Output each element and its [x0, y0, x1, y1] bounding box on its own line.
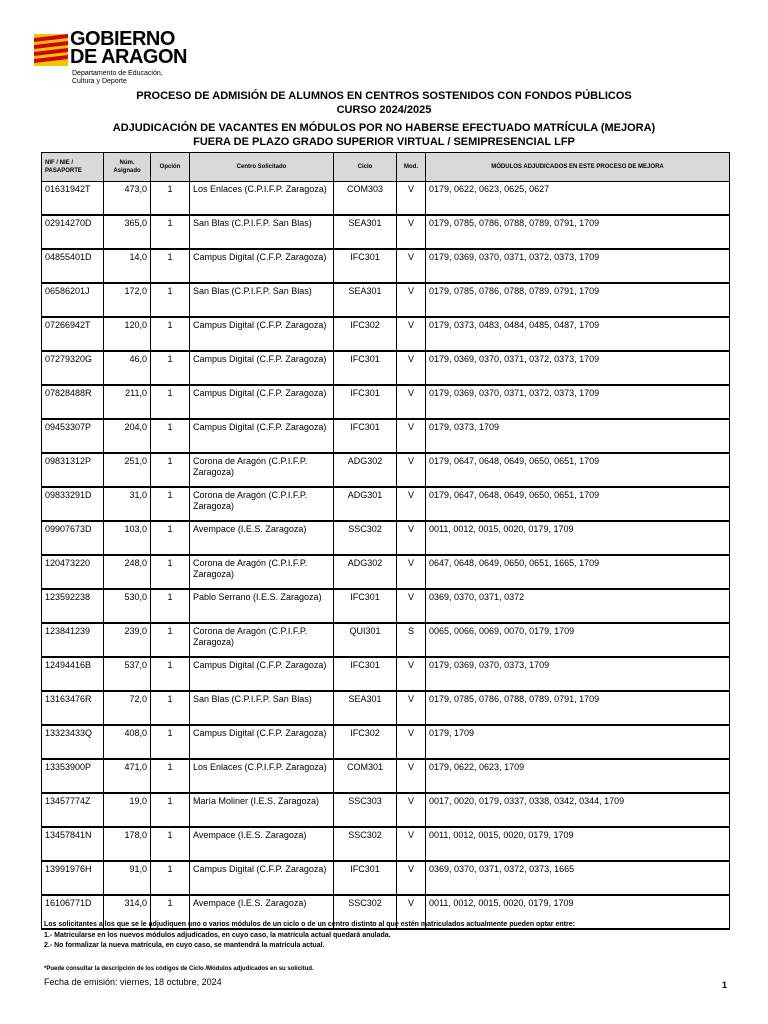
cell-mod: V: [397, 182, 426, 216]
cell-modulos: 0647, 0648, 0649, 0650, 0651, 1665, 1709: [426, 555, 730, 589]
table-row: [42, 182, 730, 216]
header-centro: Centro Solicitado: [190, 153, 334, 182]
header-nif: NIF / NIE / PASAPORTE: [42, 153, 104, 182]
cell-mod: V: [397, 453, 426, 487]
cell-mod: V: [397, 385, 426, 419]
cell-opcion: 1: [151, 419, 190, 453]
cell-modulos: 0011, 0012, 0015, 0020, 0179, 1709: [426, 895, 730, 929]
cell-modulos: 0065, 0066, 0069, 0070, 0179, 1709: [426, 623, 730, 657]
table-row: [42, 589, 730, 623]
logo-title-line2: DE ARAGON: [70, 46, 187, 68]
cell-ciclo: IFC301: [334, 385, 397, 419]
cell-modulos: 0179, 0647, 0648, 0649, 0650, 0651, 1709: [426, 487, 730, 521]
cell-opcion: 1: [151, 657, 190, 691]
cell-ciclo: SSC302: [334, 895, 397, 929]
table-row: [42, 827, 730, 861]
cell-nif: 06586201J: [42, 283, 104, 317]
cell-opcion: 1: [151, 283, 190, 317]
cell-centro: Campus Digital (C.F.P. Zaragoza): [190, 419, 334, 453]
cell-nif: 09833291D: [42, 487, 104, 521]
cell-opcion: 1: [151, 215, 190, 249]
cell-centro: Campus Digital (C.F.P. Zaragoza): [190, 351, 334, 385]
cell-nif: 02914270D: [42, 215, 104, 249]
cell-mod: V: [397, 589, 426, 623]
footer-note-line2: 1.- Matricularse en los nuevos módulos adjudicados, en cuyo caso, la matrícula actual quedará anulada.: [44, 932, 391, 939]
table-row: [42, 385, 730, 419]
cell-num: 530,0: [104, 589, 151, 623]
cell-ciclo: SSC302: [334, 521, 397, 555]
cell-modulos: 0179, 0369, 0370, 0371, 0372, 0373, 1709: [426, 385, 730, 419]
cell-modulos: 0179, 0373, 0483, 0484, 0485, 0487, 1709: [426, 317, 730, 351]
cell-ciclo: IFC302: [334, 317, 397, 351]
cell-centro: Campus Digital (C.F.P. Zaragoza): [190, 861, 334, 895]
cell-ciclo: IFC302: [334, 725, 397, 759]
cell-nif: 13991976H: [42, 861, 104, 895]
cell-ciclo: IFC301: [334, 351, 397, 385]
cell-centro: San Blas (C.P.I.F.P. San Blas): [190, 283, 334, 317]
cell-centro: Pablo Serrano (I.E.S. Zaragoza): [190, 589, 334, 623]
cell-num: 239,0: [104, 623, 151, 657]
cell-opcion: 1: [151, 521, 190, 555]
table-header-row: [42, 153, 730, 182]
cell-modulos: 0179, 0373, 1709: [426, 419, 730, 453]
table-row: [42, 793, 730, 827]
cell-num: 251,0: [104, 453, 151, 487]
cell-mod: V: [397, 555, 426, 589]
cell-modulos: 0179, 0369, 0370, 0371, 0372, 0373, 1709: [426, 351, 730, 385]
table-row: [42, 317, 730, 351]
aragon-flag-icon: [34, 34, 68, 66]
cell-centro: Campus Digital (C.F.P. Zaragoza): [190, 317, 334, 351]
cell-ciclo: SEA301: [334, 283, 397, 317]
cell-opcion: 1: [151, 725, 190, 759]
cell-modulos: 0011, 0012, 0015, 0020, 0179, 1709: [426, 521, 730, 555]
cell-num: 31,0: [104, 487, 151, 521]
cell-ciclo: SSC302: [334, 827, 397, 861]
cell-num: 14,0: [104, 249, 151, 283]
cell-modulos: 0017, 0020, 0179, 0337, 0338, 0342, 0344, 1709: [426, 793, 730, 827]
table-row: [42, 861, 730, 895]
cell-mod: V: [397, 215, 426, 249]
header-num: Núm. Asignado: [104, 153, 151, 182]
table-row: [42, 725, 730, 759]
cell-modulos: 0179, 0647, 0648, 0649, 0650, 0651, 1709: [426, 453, 730, 487]
logo-title: [70, 30, 187, 66]
cell-modulos: 0179, 0785, 0786, 0788, 0789, 0791, 1709: [426, 215, 730, 249]
footnote: *Puede consultar la descripción de los códigos de Ciclo /Módulos adjudicados en su solicitud.: [44, 966, 314, 972]
cell-modulos: 0179, 0622, 0623, 1709: [426, 759, 730, 793]
cell-centro: Corona de Aragón (C.P.I.F.P. Zaragoza): [190, 487, 334, 521]
cell-centro: San Blas (C.P.I.F.P. San Blas): [190, 215, 334, 249]
cell-modulos: 0179, 1709: [426, 725, 730, 759]
cell-mod: V: [397, 827, 426, 861]
logo-title-line1: GOBIERNO: [70, 28, 175, 50]
cell-modulos: 0179, 0785, 0786, 0788, 0789, 0791, 1709: [426, 283, 730, 317]
cell-mod: V: [397, 283, 426, 317]
cell-mod: V: [397, 657, 426, 691]
cell-opcion: 1: [151, 249, 190, 283]
cell-centro: Corona de Aragón (C.P.I.F.P. Zaragoza): [190, 453, 334, 487]
cell-mod: V: [397, 861, 426, 895]
cell-nif: 04855401D: [42, 249, 104, 283]
cell-mod: V: [397, 317, 426, 351]
cell-ciclo: SSC303: [334, 793, 397, 827]
cell-ciclo: ADG302: [334, 453, 397, 487]
cell-ciclo: SEA301: [334, 691, 397, 725]
cell-nif: 07279320G: [42, 351, 104, 385]
cell-centro: Campus Digital (C.F.P. Zaragoza): [190, 385, 334, 419]
header-line1: PROCESO DE ADMISIÓN DE ALUMNOS EN CENTROS SOSTENIDOS CON FONDOS PÚBLICOS: [136, 90, 632, 102]
table-row: [42, 249, 730, 283]
table-row: [42, 691, 730, 725]
cell-nif: 09453307P: [42, 419, 104, 453]
cell-nif: 120473220: [42, 555, 104, 589]
header-line3: ADJUDICACIÓN DE VACANTES EN MÓDULOS POR NO HABERSE EFECTUADO MATRÍCULA (MEJORA): [112, 122, 656, 134]
header-modulos: MÓDULOS ADJUDICADOS EN ESTE PROCESO DE MEJORA: [426, 153, 730, 182]
cell-centro: San Blas (C.P.I.F.P. San Blas): [190, 691, 334, 725]
cell-num: 46,0: [104, 351, 151, 385]
cell-num: 204,0: [104, 419, 151, 453]
cell-opcion: 1: [151, 317, 190, 351]
cell-ciclo: IFC301: [334, 861, 397, 895]
cell-opcion: 1: [151, 861, 190, 895]
cell-mod: V: [397, 759, 426, 793]
table-body: [42, 182, 730, 930]
header-ciclo: Ciclo: [334, 153, 397, 182]
cell-opcion: 1: [151, 555, 190, 589]
cell-modulos: 0179, 0785, 0786, 0788, 0789, 0791, 1709: [426, 691, 730, 725]
cell-mod: V: [397, 895, 426, 929]
cell-modulos: 0179, 0369, 0370, 0371, 0372, 0373, 1709: [426, 249, 730, 283]
cell-ciclo: IFC301: [334, 657, 397, 691]
cell-num: 72,0: [104, 691, 151, 725]
gobierno-aragon-logo: [34, 28, 204, 86]
cell-centro: Campus Digital (C.F.P. Zaragoza): [190, 725, 334, 759]
emission-date: Fecha de emisión: viernes, 18 octubre, 2024: [44, 977, 222, 987]
table-row: [42, 487, 730, 521]
cell-centro: Los Enlaces (C.P.I.F.P. Zaragoza): [190, 182, 334, 216]
cell-nif: 09907673D: [42, 521, 104, 555]
cell-ciclo: SEA301: [334, 215, 397, 249]
cell-ciclo: COM301: [334, 759, 397, 793]
header-line2: CURSO 2024/2025: [336, 104, 432, 116]
cell-ciclo: IFC301: [334, 589, 397, 623]
cell-opcion: 1: [151, 793, 190, 827]
cell-num: 471,0: [104, 759, 151, 793]
cell-mod: V: [397, 521, 426, 555]
cell-centro: Avempace (I.E.S. Zaragoza): [190, 895, 334, 929]
cell-opcion: 1: [151, 895, 190, 929]
cell-nif: 123841239: [42, 623, 104, 657]
table-row: [42, 759, 730, 793]
adjudication-table: [41, 152, 730, 930]
cell-ciclo: IFC301: [334, 249, 397, 283]
cell-nif: 13323433Q: [42, 725, 104, 759]
cell-num: 103,0: [104, 521, 151, 555]
footer-note-line1: Los solicitantes a los que se le adjudiquen uno o varios módulos de un ciclo o de un centro distinto al que estén matriculados actualmente pueden optar entre:: [44, 921, 575, 928]
cell-mod: V: [397, 487, 426, 521]
cell-modulos: 0369, 0370, 0371, 0372: [426, 589, 730, 623]
logo-sub-line1: Departamento de Educación,: [72, 70, 163, 77]
cell-ciclo: IFC301: [334, 419, 397, 453]
table-row: [42, 521, 730, 555]
cell-opcion: 1: [151, 623, 190, 657]
page-number: 1: [722, 980, 728, 990]
cell-centro: Campus Digital (C.F.P. Zaragoza): [190, 249, 334, 283]
cell-opcion: 1: [151, 453, 190, 487]
cell-opcion: 1: [151, 759, 190, 793]
cell-mod: V: [397, 725, 426, 759]
cell-centro: Corona de Aragón (C.P.I.F.P. Zaragoza): [190, 555, 334, 589]
table-row: [42, 419, 730, 453]
cell-num: 365,0: [104, 215, 151, 249]
cell-ciclo: ADG301: [334, 487, 397, 521]
table-row: [42, 623, 730, 657]
cell-num: 537,0: [104, 657, 151, 691]
cell-opcion: 1: [151, 182, 190, 216]
cell-opcion: 1: [151, 827, 190, 861]
cell-nif: 09831312P: [42, 453, 104, 487]
table-row: [42, 453, 730, 487]
cell-num: 178,0: [104, 827, 151, 861]
cell-num: 473,0: [104, 182, 151, 216]
cell-opcion: 1: [151, 691, 190, 725]
cell-num: 248,0: [104, 555, 151, 589]
footer-note-line3: 2.- No formalizar la nueva matrícula, en cuyo caso, se mantendrá la matrícula actual.: [44, 942, 325, 949]
cell-opcion: 1: [151, 351, 190, 385]
cell-centro: Avempace (I.E.S. Zaragoza): [190, 521, 334, 555]
cell-nif: 07828488R: [42, 385, 104, 419]
cell-nif: 123592238: [42, 589, 104, 623]
cell-nif: 13457774Z: [42, 793, 104, 827]
cell-mod: V: [397, 691, 426, 725]
cell-mod: V: [397, 793, 426, 827]
cell-ciclo: COM303: [334, 182, 397, 216]
cell-nif: 16106771D: [42, 895, 104, 929]
cell-centro: María Moliner (I.E.S. Zaragoza): [190, 793, 334, 827]
cell-modulos: 0011, 0012, 0015, 0020, 0179, 1709: [426, 827, 730, 861]
cell-opcion: 1: [151, 487, 190, 521]
cell-centro: Los Enlaces (C.P.I.F.P. Zaragoza): [190, 759, 334, 793]
header-line4: FUERA DE PLAZO GRADO SUPERIOR VIRTUAL / SEMIPRESENCIAL LFP: [193, 136, 575, 148]
table-row: [42, 351, 730, 385]
cell-nif: 13353900P: [42, 759, 104, 793]
cell-nif: 01631942T: [42, 182, 104, 216]
cell-ciclo: QUI301: [334, 623, 397, 657]
cell-mod: V: [397, 351, 426, 385]
cell-modulos: 0369, 0370, 0371, 0372, 0373, 1665: [426, 861, 730, 895]
cell-centro: Avempace (I.E.S. Zaragoza): [190, 827, 334, 861]
cell-modulos: 0179, 0622, 0623, 0625, 0627: [426, 182, 730, 216]
cell-opcion: 1: [151, 589, 190, 623]
cell-nif: 07266942T: [42, 317, 104, 351]
cell-num: 120,0: [104, 317, 151, 351]
cell-centro: Corona de Aragón (C.P.I.F.P. Zaragoza): [190, 623, 334, 657]
cell-num: 172,0: [104, 283, 151, 317]
cell-centro: Campus Digital (C.F.P. Zaragoza): [190, 657, 334, 691]
header-mod: Mod.: [397, 153, 426, 182]
logo-sub-line2: Cultura y Deporte: [72, 78, 127, 85]
table-row: [42, 215, 730, 249]
cell-nif: 13457841N: [42, 827, 104, 861]
cell-num: 408,0: [104, 725, 151, 759]
header-opcion: Opción: [151, 153, 190, 182]
cell-mod: V: [397, 419, 426, 453]
cell-num: 211,0: [104, 385, 151, 419]
table-row: [42, 555, 730, 589]
logo-subtitle: [72, 70, 163, 86]
cell-ciclo: ADG302: [334, 555, 397, 589]
cell-opcion: 1: [151, 385, 190, 419]
table-row: [42, 283, 730, 317]
cell-nif: 13163476R: [42, 691, 104, 725]
cell-num: 19,0: [104, 793, 151, 827]
cell-mod: S: [397, 623, 426, 657]
cell-mod: V: [397, 249, 426, 283]
table-row: [42, 657, 730, 691]
cell-num: 314,0: [104, 895, 151, 929]
cell-modulos: 0179, 0369, 0370, 0373, 1709: [426, 657, 730, 691]
cell-nif: 12494416B: [42, 657, 104, 691]
cell-num: 91,0: [104, 861, 151, 895]
